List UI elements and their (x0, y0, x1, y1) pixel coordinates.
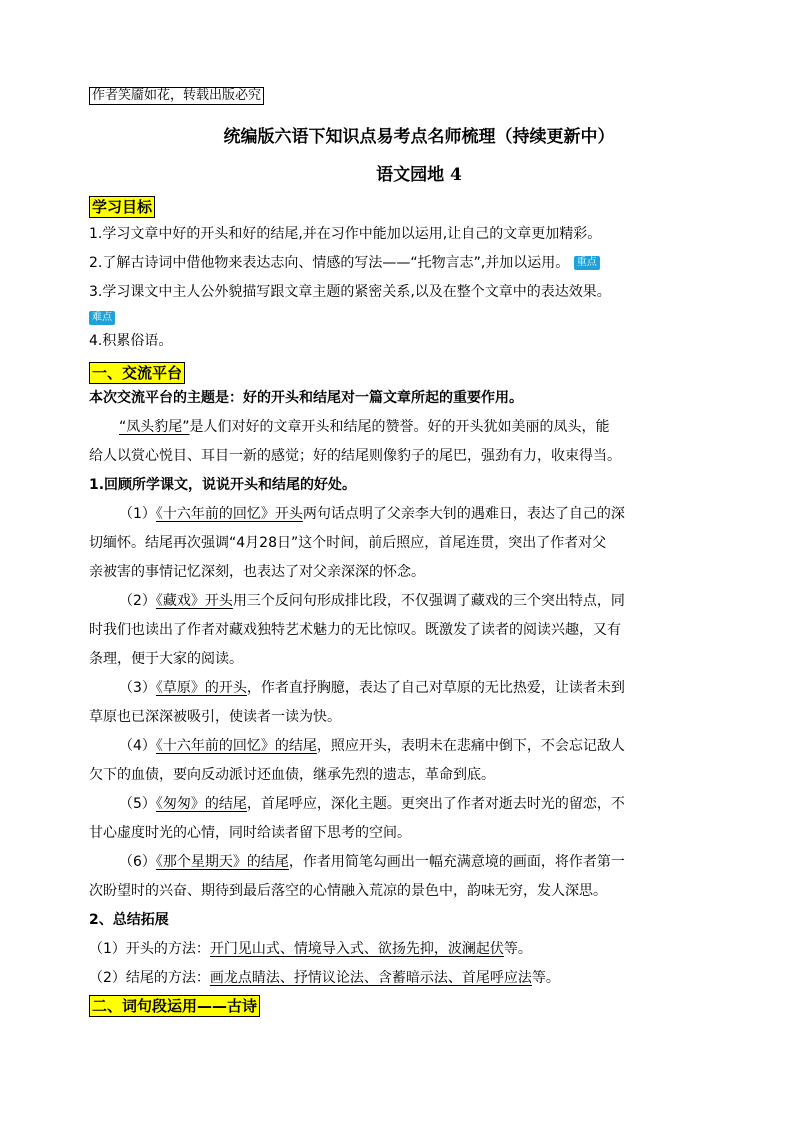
section1-theme: 本次交流平台的主题是：好的开头和结尾对一篇文章所起的重要作用。 (89, 390, 523, 406)
text-reference: 《十六年前的回忆》开头 (155, 506, 303, 522)
review-item-3-line2: 草原也已深深被吸引，使读者一读为快。 (89, 709, 341, 725)
review-item-5-line2: 甘心虚度时光的心情，同时给读者留下思考的空间。 (89, 825, 411, 841)
review-item-4-line1 (89, 732, 709, 761)
opening-methods-list: 开门见山式、情境导入式、欲扬先抑，波澜起伏 (209, 941, 504, 957)
review-item-6-line1 (89, 848, 709, 877)
key-point-badge: 重点 (574, 256, 600, 270)
review-item-5-line1 (89, 790, 709, 819)
copyright-notice: 作者笑靥如花，转载出版必究 (89, 87, 264, 105)
review-item-3-line1 (89, 674, 709, 703)
document-title: 统编版六语下知识点易考点名师梳理（持续更新中） (223, 127, 615, 147)
item-number: （1） (119, 506, 156, 522)
goal-item-3: 3.学习课文中主人公外貌描写跟文章主题的紧密关系,以及在整个文章中的表达效果。 (89, 284, 611, 300)
item-text: ，照应开头，表明未在悲痛中倒下，不会忘记敌人 (316, 738, 625, 754)
closing-methods (89, 964, 709, 993)
goal-item-2-text: 2.了解古诗词中借他物来表达志向、情感的写法——“托物言志”,并加以运用。 (89, 255, 570, 271)
phoenix-head-leopard-tail-term: “凤头豹尾” (119, 419, 190, 435)
opening-methods-label: （1）开头的方法： (89, 941, 210, 957)
item-text: 用三个反问句形成排比段，不仅强调了藏戏的三个突出特点，同 (232, 593, 625, 609)
section1-intro-line1 (89, 413, 709, 442)
closing-methods-label: （2）结尾的方法： (89, 970, 210, 986)
review-item-6-line2: 次盼望时的兴奋、期待到最后落空的心情融入荒凉的景色中，韵味无穷，发人深思。 (89, 883, 607, 899)
section1-intro-line2: 给人以赏心悦目、耳目一新的感觉；好的结尾则像豹子的尾巴，强劲有力，收束得当。 (89, 448, 621, 464)
review-item-1-line1 (89, 500, 709, 529)
review-item-4-line2: 欠下的血债，要向反动派讨还血债，继承先烈的遗志，革命到底。 (89, 767, 495, 783)
item-number: （3） (119, 680, 156, 696)
intro-rest-text: 是人们对好的文章开头和结尾的赞誉。好的开头犹如美丽的凤头，能 (189, 419, 610, 435)
item-number: （2） (119, 593, 156, 609)
review-item-2-line1 (89, 587, 709, 616)
closing-methods-list: 画龙点睛法、抒情议论法、含蓄暗示法、首尾呼应法 (209, 970, 532, 986)
goals-heading: 学习目标 (89, 196, 155, 218)
document-content (89, 84, 709, 1017)
text-reference: 《十六年前的回忆》的结尾 (155, 738, 317, 754)
subsection1-heading: 1.回顾所学课文，说说开头和结尾的好处。 (89, 477, 357, 493)
item-text: ，首尾呼应，深化主题。更突出了作者对逝去时光的留恋，不 (246, 796, 625, 812)
subsection2-heading: 2、总结拓展 (89, 912, 169, 928)
text-reference: 《那个星期天》的结尾 (155, 854, 289, 870)
opening-methods-end: 等。 (503, 941, 532, 957)
item-number: （5） (119, 796, 156, 812)
text-reference: 《草原》的开头 (155, 680, 247, 696)
review-item-1-line2: 切缅怀。结尾再次强调“4月28日”这个时间，前后照应，首尾连贯，突出了作者对父 (89, 535, 607, 551)
goal-item-4: 4.积累俗语。 (89, 333, 173, 349)
opening-methods (89, 935, 709, 964)
section1-heading: 一、交流平台 (89, 362, 185, 384)
item-text: ，作者直抒胸臆，表达了自己对草原的无比热爱，让读者未到 (246, 680, 625, 696)
closing-methods-end: 等。 (531, 970, 560, 986)
text-reference: 《匆匆》的结尾 (155, 796, 247, 812)
goal-item-2 (89, 249, 709, 278)
review-item-1-line3: 亲被害的事情记忆深刻，也表达了对父亲深深的怀念。 (89, 564, 425, 580)
difficult-point-badge: 难点 (89, 311, 115, 325)
item-text: 两句话点明了父亲李大钊的遇难日，表达了自己的深 (302, 506, 625, 522)
item-text: ，作者用简笔勾画出一幅充满意境的画面，将作者第一 (288, 854, 625, 870)
goal-item-1: 1.学习文章中好的开头和好的结尾,并在习作中能加以运用,让自己的文章更加精彩。 (89, 226, 602, 242)
section2-heading: 二、词句段运用——古诗 (89, 995, 260, 1017)
text-reference: 《藏戏》开头 (155, 593, 233, 609)
item-number: （4） (119, 738, 156, 754)
review-item-2-line3: 条理，便于大家的阅读。 (89, 651, 243, 667)
review-item-2-line2: 时我们也读出了作者对藏戏独特艺术魅力的无比惊叹。既激发了读者的阅读兴趣，又有 (89, 622, 621, 638)
item-number: （6） (119, 854, 156, 870)
document-subtitle: 语文园地 4 (376, 165, 462, 185)
